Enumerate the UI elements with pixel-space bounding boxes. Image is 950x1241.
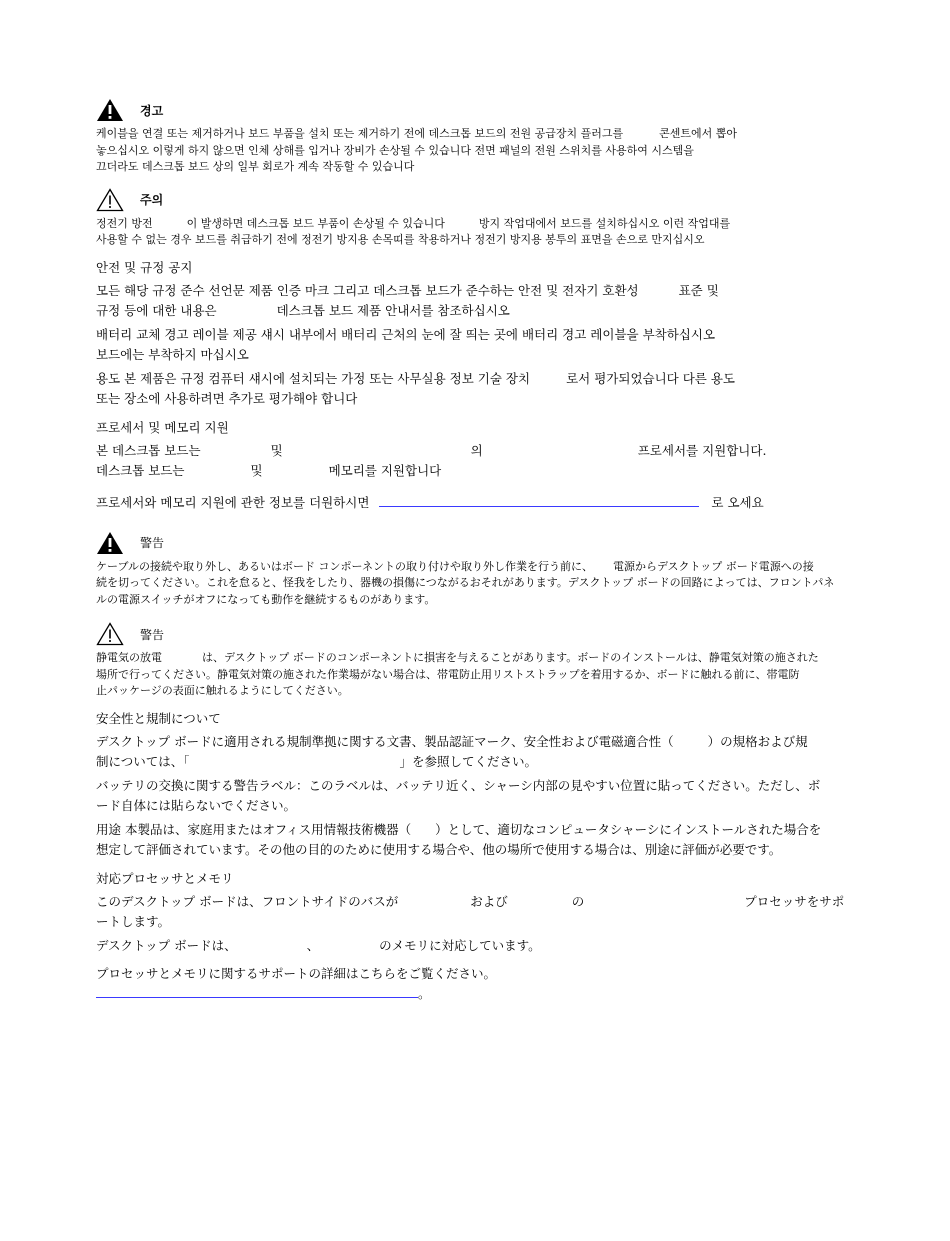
jp-mem-1c: のメモリに対応しています。 xyxy=(379,937,541,953)
jp-support-para xyxy=(96,964,856,1004)
kr-safety-title: 안전 및 규정 공지 xyxy=(96,259,193,275)
jp-proc-line-3: プロセッサとメモリに関するサポートの詳細はこちらをご覧ください。 xyxy=(96,965,497,981)
kr-safety-para xyxy=(96,281,856,321)
kr-warning-body xyxy=(96,126,856,176)
jp-caution-body xyxy=(96,650,856,700)
caution-outline-icon xyxy=(96,188,126,212)
jp-usage-line-2: 想定して評価されています。その他の目的のために使用する場合や、他の場所で使用する場合は、別途に評価が必要です。 xyxy=(96,841,782,857)
jp-safety-2a: 制については、「 xyxy=(96,753,190,769)
jp-mem-para xyxy=(96,936,856,956)
kr-proc-3a: 프로세서와 메모리 지원에 관한 정보를 더원하시면 xyxy=(96,494,370,510)
jp-proc-1c: の xyxy=(571,893,585,909)
jp-caution-title: 警告 xyxy=(140,627,165,642)
jp-battery-line-2: ード自体には貼らないでください。 xyxy=(96,797,297,813)
kr-proc-2a: 데스크톱 보드는 xyxy=(96,462,185,478)
kr-warning-line-2: 놓으십시오 이렇게 하지 않으면 인체 상해를 입거나 장비가 손상될 수 있습니다 전면 패널의 전원 스위치를 사용하여 시스템을 xyxy=(96,143,694,157)
jp-warning-1b: 電源からデスクトップ ボード電源への接 xyxy=(612,559,814,573)
jp-proc-para xyxy=(96,892,856,932)
kr-caution-line-2: 사용할 수 없는 경우 보드를 취급하기 전에 정전기 방지용 손목띠를 착용하거나 정전기 방지용 봉투의 표면을 손으로 만지십시오 xyxy=(96,233,705,246)
kr-caution-1b: 이 발생하면 데스크톱 보드 부품이 손상될 수 있습니다 xyxy=(186,216,445,230)
kr-warning-title: 경고 xyxy=(140,103,164,118)
kr-battery-para xyxy=(96,325,856,365)
jp-proc-line-4: 。 xyxy=(418,985,431,1001)
kr-caution-heading xyxy=(96,186,856,214)
jp-mem-1a: デスクトップ ボードは、 xyxy=(96,937,237,953)
jp-usage-1a: 用途 本製品は、家庭用またはオフィス用情報技術機器（ xyxy=(96,821,412,837)
jp-caution-heading xyxy=(96,620,856,648)
kr-proc-2c: 메모리를 지원합니다 xyxy=(328,462,442,478)
kr-proc-link-para xyxy=(96,493,856,513)
kr-usage-1b: 로서 평가되었습니다 다른 용도 xyxy=(566,370,735,386)
kr-caution-body xyxy=(96,216,856,249)
kr-proc-title: 프로세서 및 메모리 지원 xyxy=(96,419,229,435)
jp-battery-para xyxy=(96,776,856,816)
jp-warning-line-3: ルの電源スイッチがオフになっても動作を継続するものがあります。 xyxy=(96,592,436,606)
kr-safety-2b: 데스크톱 보드 제품 안내서를 참조하십시오 xyxy=(276,302,510,318)
document-page xyxy=(96,96,856,1004)
kr-warning-line-1b: 콘센트에서 뽑아 xyxy=(659,127,738,140)
kr-usage-1a: 용도 본 제품은 규정 컴퓨터 섀시에 설치되는 가정 또는 사무실용 정보 기술 장치 xyxy=(96,370,531,386)
jp-caution-1b: は、デスクトップ ボードのコンポーネントに損害を与えることがあります。ボードのインストールは、静電気対策の施された xyxy=(202,651,819,664)
jp-warning-line-2: 続を切ってください。これを怠ると、怪我をしたり、器機の損傷につながるおそれがあります。デスクトップ ボードの回路によっては、フロントパネ xyxy=(96,576,835,589)
jp-safety-1a: デスクトップ ボードに適用される規制準拠に関する文書、製品認証マーク、安全性および電磁適合性（ xyxy=(96,733,674,749)
jp-warning-title: 警告 xyxy=(140,536,165,550)
caution-outline-icon xyxy=(96,622,126,646)
kr-warning-line-3: 끄더라도 데스크톱 보드 상의 일부 회로가 계속 작동할 수 있습니다 xyxy=(96,160,415,173)
jp-proc-line-2: ートします。 xyxy=(96,913,171,929)
kr-usage-line-2: 또는 장소에 사용하려면 추가로 평가해야 합니다 xyxy=(96,390,358,406)
kr-usage-para xyxy=(96,369,856,409)
jp-usage-1b: ）として、適切なコンピュータシャーシにインストールされた場合を xyxy=(435,821,822,837)
jp-proc-title: 対応プロセッサとメモリ xyxy=(96,870,234,886)
warning-filled-icon xyxy=(96,531,126,555)
kr-proc-para xyxy=(96,441,856,481)
jp-mem-1b: 、 xyxy=(306,937,320,953)
kr-safety-1b: 표준 및 xyxy=(678,282,719,298)
kr-proc-1c: 의 xyxy=(470,442,483,458)
kr-safety-1a: 모든 해당 규정 준수 선언문 제품 인증 마크 그리고 데스크톱 보드가 준수하는 안전 및 전자기 호환성 xyxy=(96,282,639,298)
kr-caution-title: 주의 xyxy=(140,193,164,207)
jp-support-link[interactable] xyxy=(96,985,418,998)
jp-warning-body xyxy=(96,559,856,609)
kr-caution-1c: 방지 작업대에서 보드를 설치하십시오 이런 작업대를 xyxy=(478,216,731,230)
jp-proc-1b: および xyxy=(470,893,508,909)
kr-warning-heading xyxy=(96,96,856,124)
kr-caution-1a: 정전기 방전 xyxy=(96,216,153,230)
jp-caution-1a: 静電気の放電 xyxy=(96,651,162,664)
jp-safety-1b: ）の規格および規 xyxy=(707,733,808,749)
kr-proc-1b: 및 xyxy=(270,442,283,458)
kr-battery-line-2: 보드에는 부착하지 마십시오 xyxy=(96,346,249,362)
jp-safety-para xyxy=(96,732,856,772)
kr-battery-line-1: 배터리 교체 경고 레이블 제공 섀시 내부에서 배터리 근처의 눈에 잘 띄는 곳에 배터리 경고 레이블을 부착하십시오 xyxy=(96,326,716,342)
jp-warning-1a: ケーブルの接続や取り外し、あるいはボード コンポーネントの取り付けや取り外し作業を行う前に、 xyxy=(96,559,593,573)
kr-proc-1d: 프로세서를 지원합니다. xyxy=(637,442,767,458)
jp-usage-para xyxy=(96,820,856,860)
kr-support-link[interactable] xyxy=(379,494,699,507)
jp-proc-1d: プロセッサをサポ xyxy=(744,893,845,909)
kr-safety-2a: 규정 등에 대한 내용은 xyxy=(96,302,217,318)
jp-warning-heading xyxy=(96,529,856,557)
jp-caution-line-2: 場所で行ってください。静電気対策の施された作業場がない場合は、帯電防止用リストストラップを着用するか、ボードに触れる前に、帯電防 xyxy=(96,667,800,681)
kr-proc-3b: 로 오세요 xyxy=(711,494,764,510)
jp-proc-1a: このデスクトップ ボードは、フロントサイドのバスが xyxy=(96,893,399,909)
kr-proc-2b: 및 xyxy=(250,462,263,478)
kr-proc-1a: 본 데스크톱 보드는 xyxy=(96,442,201,458)
jp-battery-line-1: バッテリの交換に関する警告ラベル：このラベルは、バッテリ近く、シャーシ内部の見やすい位置に貼ってください。ただし、ボ xyxy=(96,777,821,793)
jp-caution-line-3: 止パッケージの表面に触れるようにしてください。 xyxy=(96,684,349,697)
jp-safety-2b: 」を参照してください。 xyxy=(399,753,538,769)
warning-filled-icon xyxy=(96,98,126,122)
kr-warning-line-1: 케이블을 연결 또는 제거하거나 보드 부품을 설치 또는 제거하기 전에 데스크톱 보드의 전원 공급장치 플러그를 xyxy=(96,127,624,140)
jp-safety-title: 安全性と規制について xyxy=(96,710,221,726)
